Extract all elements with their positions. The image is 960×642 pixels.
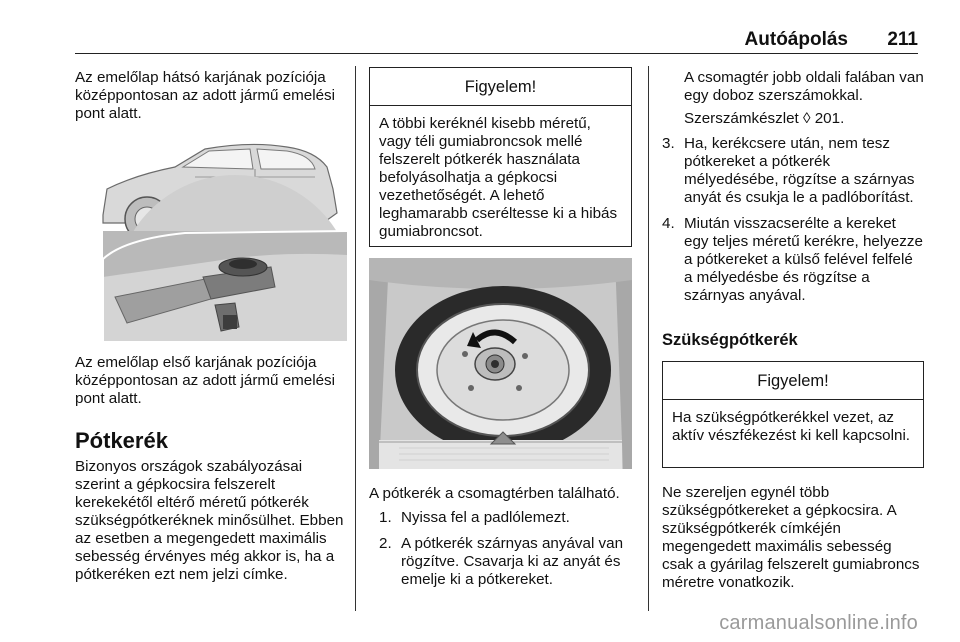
step-number: 4. (662, 215, 675, 232)
list-item (662, 135, 924, 207)
column-divider (355, 66, 356, 611)
jack-rear-arm-text: Az emelőlap hátsó karjának pozíciója középpontosan az adott jármű emelési pont alatt. (75, 69, 336, 122)
step-text: Miután visszacserélte a kereket egy teljes méretű kerékre, helyezze a pótkereket a külső felével felfelé a mélyedésbe és rögzítse a szárnyas anyával. (684, 215, 923, 304)
car-jack-illustration (75, 127, 347, 341)
jack-front-arm-text: Az emelőlap első karjának pozíciója középpontosan az adott jármű emelési pont alatt. (75, 354, 336, 407)
header-rule (75, 53, 918, 54)
warning-box (662, 361, 924, 468)
spare-wheel-photo (369, 258, 632, 469)
list-item (662, 215, 924, 305)
spare-wheel-text: Bizonyos országok szabályozásai szerint a gépkocsira felszerelt kerekekétől eltérő méretű pótkerék szükségpótkeréknek minősülhet. Ebben az esetben a megengedett maximális sebesség érvényes még akkor is, ha a pótkeréken ezt nem jelzi címke. (75, 458, 344, 583)
column-divider (648, 66, 649, 611)
step-text: A pótkerék szárnyas anyával van rögzítve. Csavarja ki az anyát és emelje ki a pótkereket. (401, 535, 624, 588)
removal-steps (379, 509, 639, 597)
toolkit-reference: Szerszámkészlet ◊ 201. (684, 110, 845, 127)
watermark-text: carmanualsonline.info (719, 612, 918, 634)
toolbox-text: A csomagtér jobb oldali falában van egy doboz szerszámokkal. (684, 69, 924, 104)
warning-title: Figyelem! (370, 68, 631, 106)
refit-steps (662, 135, 924, 313)
step-number: 1. (379, 509, 392, 526)
step-text: Ha, kerékcsere után, nem tesz pótkereket a pótkerék mélyedésébe, rögzítse a szárnyas anyát és csukja le a padlóborítást. (684, 135, 915, 206)
step-text: Nyissa fel a padlólemezt. (401, 509, 570, 526)
page-header (0, 0, 960, 52)
step-number: 2. (379, 535, 392, 552)
spare-wheel-caption: A pótkerék a csomagtérben található. (369, 485, 620, 502)
list-item (379, 509, 639, 527)
step-number: 3. (662, 135, 675, 152)
page-number: 211 (887, 29, 918, 50)
warning-title: Figyelem! (663, 362, 923, 400)
section-heading-emergency-wheel: Szükségpótkerék (662, 331, 798, 349)
warning-body: A többi keréknél kisebb méretű, vagy téli gumiabroncsok mellé felszerelt pótkerék használata befolyásolhatja a gépkocsi vezethetőségét. A lehető leghamarabb cseréltesse ki a hibás gumiabroncsot. (379, 115, 618, 240)
warning-box (369, 67, 632, 247)
car-jack-drawing (75, 127, 347, 341)
emergency-wheel-text: Ne szereljen egynél több szükségpótkereket a gépkocsira. A szükségpótkerék címkéjén megengedett maximális sebesség csak a gyárilag felszerelt gumiabroncs méretre vonatkozik. (662, 484, 920, 591)
warning-body: Ha szükségpótkerékkel vezet, az aktív vészfékezést ki kell kapcsolni. (672, 409, 911, 444)
section-heading-spare-wheel: Pótkerék (75, 428, 168, 453)
list-item (379, 535, 639, 589)
section-title: Autóápolás (744, 29, 848, 50)
spare-wheel-drawing (369, 258, 632, 469)
